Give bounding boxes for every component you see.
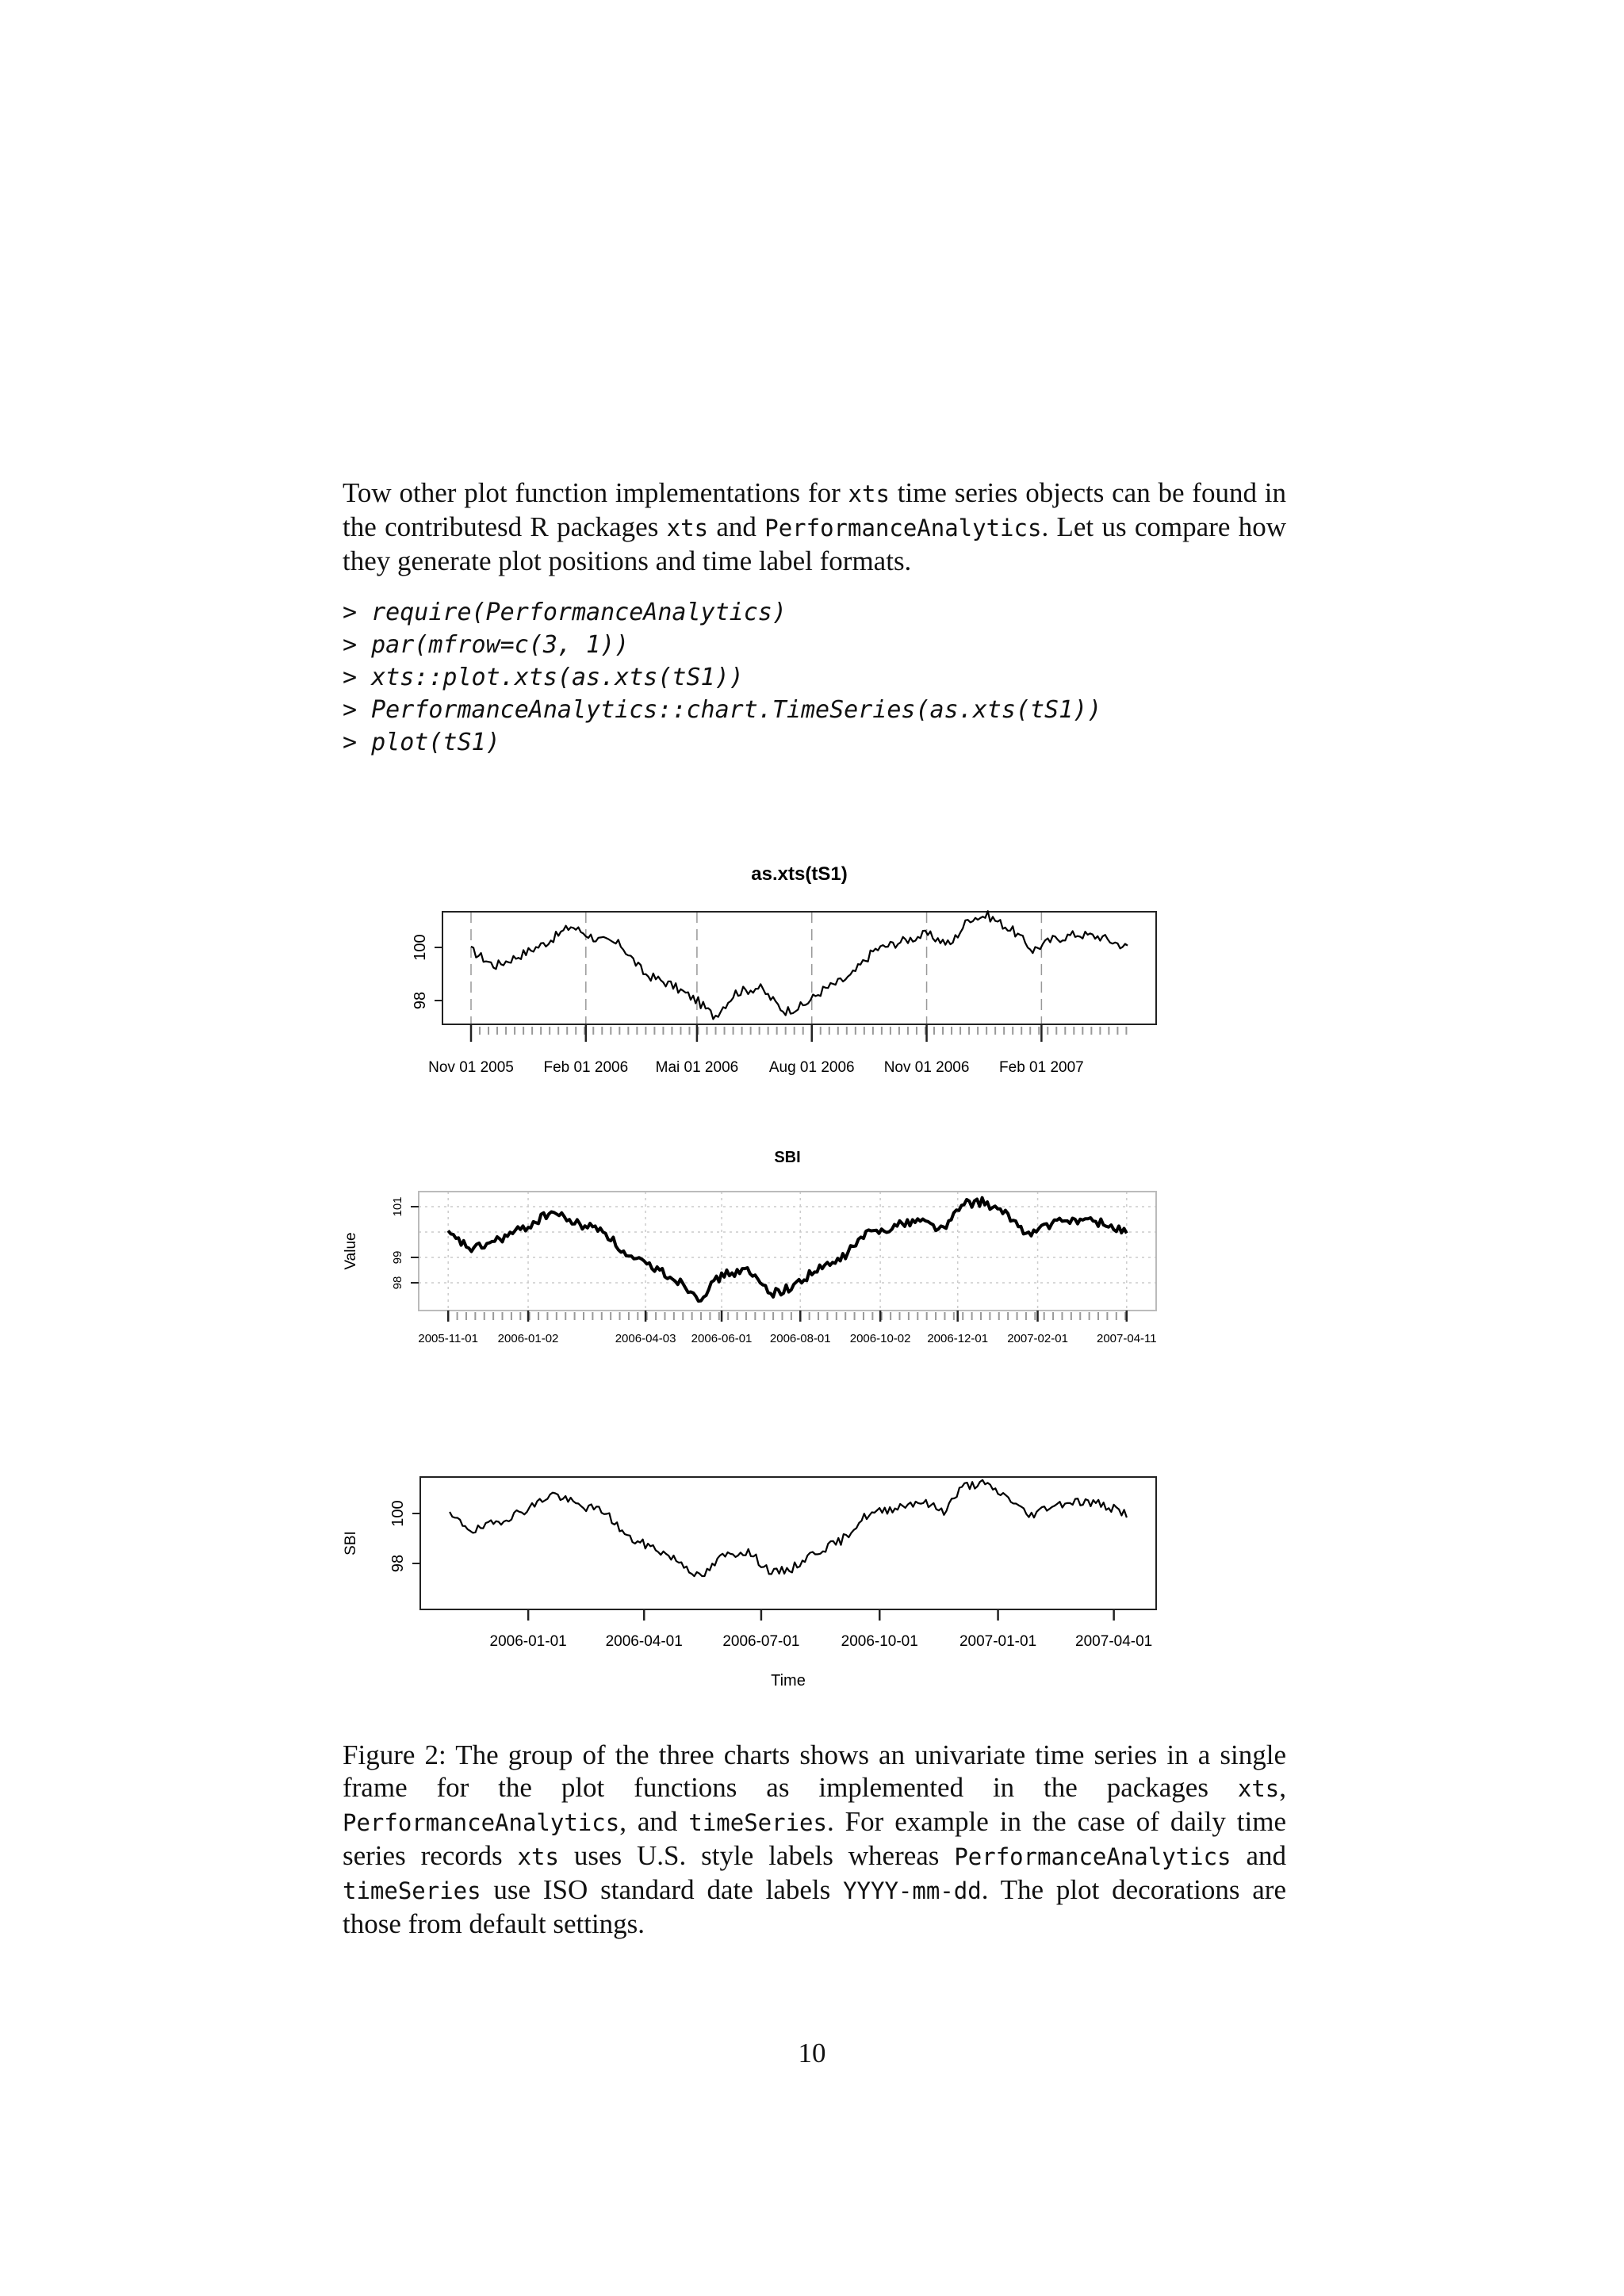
x-tick-label: 2006-01-01 — [489, 1633, 567, 1650]
intro-text: time series objects can be found in the contributesd R packages — [343, 477, 1286, 542]
x-tick-label: Feb 01 2006 — [543, 1059, 629, 1076]
code-line: > plot(tS1) — [343, 729, 500, 756]
y-tick-label: 100 — [412, 934, 429, 961]
x-tick-label: 2007-04-11 — [1096, 1332, 1157, 1345]
x-tick-label: 2006-01-02 — [497, 1332, 559, 1345]
intro-text: and — [708, 511, 765, 542]
caption-code: timeSeries — [688, 1809, 827, 1836]
x-tick-label: 2006-10-02 — [849, 1332, 911, 1345]
caption-text: uses U.S. style labels whereas — [558, 1840, 955, 1871]
x-tick-label: 2007-02-01 — [1007, 1332, 1068, 1345]
plot-frame — [419, 1192, 1156, 1311]
x-tick-label: Nov 01 2005 — [428, 1059, 514, 1076]
y-tick-label: 98 — [389, 1554, 407, 1573]
x-tick-label: 2006-10-01 — [841, 1633, 918, 1650]
x-tick-label: 2006-04-03 — [615, 1332, 676, 1345]
caption-text: Figure 2: The group of the three charts shows an univariate time series in a single frame for the plot functions as implemented in the packages — [343, 1739, 1286, 1803]
y-tick-label: 100 — [389, 1500, 407, 1527]
caption-code: timeSeries — [343, 1877, 481, 1904]
x-tick-label: 2007-04-01 — [1075, 1633, 1153, 1650]
caption-text: , and — [619, 1806, 689, 1837]
caption-text: use ISO standard date labels — [481, 1874, 844, 1905]
x-tick-label: 2007-01-01 — [959, 1633, 1037, 1650]
x-tick-label: Aug 01 2006 — [768, 1059, 855, 1076]
y-axis-label: Value — [343, 1232, 359, 1270]
page-number: 10 — [798, 2038, 826, 2068]
x-tick-label: 2006-07-01 — [722, 1633, 800, 1650]
y-tick-label: 98 — [391, 1276, 404, 1290]
series-line — [450, 1480, 1127, 1576]
x-tick-label: Mai 01 2006 — [655, 1059, 739, 1076]
code-line: > xts::plot.xts(as.xts(tS1)) — [343, 664, 744, 691]
caption-text: , — [1279, 1772, 1286, 1803]
chart-title: as.xts(tS1) — [751, 863, 848, 885]
intro-paragraph — [343, 476, 1286, 577]
y-tick-label: 101 — [391, 1196, 404, 1217]
y-axis-label: SBI — [343, 1531, 359, 1556]
figure-caption — [343, 1739, 1286, 1940]
code-line: > par(mfrow=c(3, 1)) — [343, 631, 630, 659]
plot-frame — [420, 1477, 1156, 1609]
intro-code: xts — [666, 515, 709, 541]
intro-code: xts — [848, 480, 890, 507]
caption-text: and — [1231, 1840, 1286, 1871]
code-line: > require(PerformanceAnalytics) — [343, 599, 787, 626]
plot-frame — [442, 912, 1156, 1024]
y-tick-label: 99 — [391, 1250, 404, 1265]
x-tick-label: 2005-11-01 — [418, 1332, 479, 1345]
x-tick-label: 2006-06-01 — [691, 1332, 753, 1345]
caption-code: YYYY-mm-dd — [843, 1877, 982, 1904]
caption-text: . The plot decorations are those from default settings. — [343, 1874, 1286, 1939]
caption-code: xts — [517, 1843, 559, 1870]
caption-code: PerformanceAnalytics — [343, 1809, 620, 1836]
code-block — [343, 596, 1286, 759]
x-tick-label: 2006-08-01 — [769, 1332, 831, 1345]
series-line — [448, 1198, 1127, 1302]
caption-text: . For example in the case of daily time series records — [343, 1806, 1286, 1871]
series-line — [471, 911, 1128, 1019]
x-tick-label: Feb 01 2007 — [999, 1059, 1084, 1076]
intro-text: . Let us compare how they generate plot positions and time label formats. — [343, 511, 1286, 576]
x-tick-label: 2006-12-01 — [927, 1332, 989, 1345]
code-line: > PerformanceAnalytics::chart.TimeSeries(as.xts(tS1)) — [343, 696, 1102, 724]
intro-text: Tow other plot function implementations for — [343, 477, 848, 508]
y-tick-label: 98 — [412, 991, 429, 1010]
chart-title: SBI — [774, 1149, 801, 1166]
x-tick-label: 2006-04-01 — [605, 1633, 683, 1650]
x-axis-label: Time — [771, 1672, 806, 1689]
x-tick-label: Nov 01 2006 — [883, 1059, 970, 1076]
caption-code: xts — [1237, 1775, 1280, 1802]
caption-code: PerformanceAnalytics — [954, 1843, 1231, 1870]
intro-code: PerformanceAnalytics — [764, 515, 1042, 541]
